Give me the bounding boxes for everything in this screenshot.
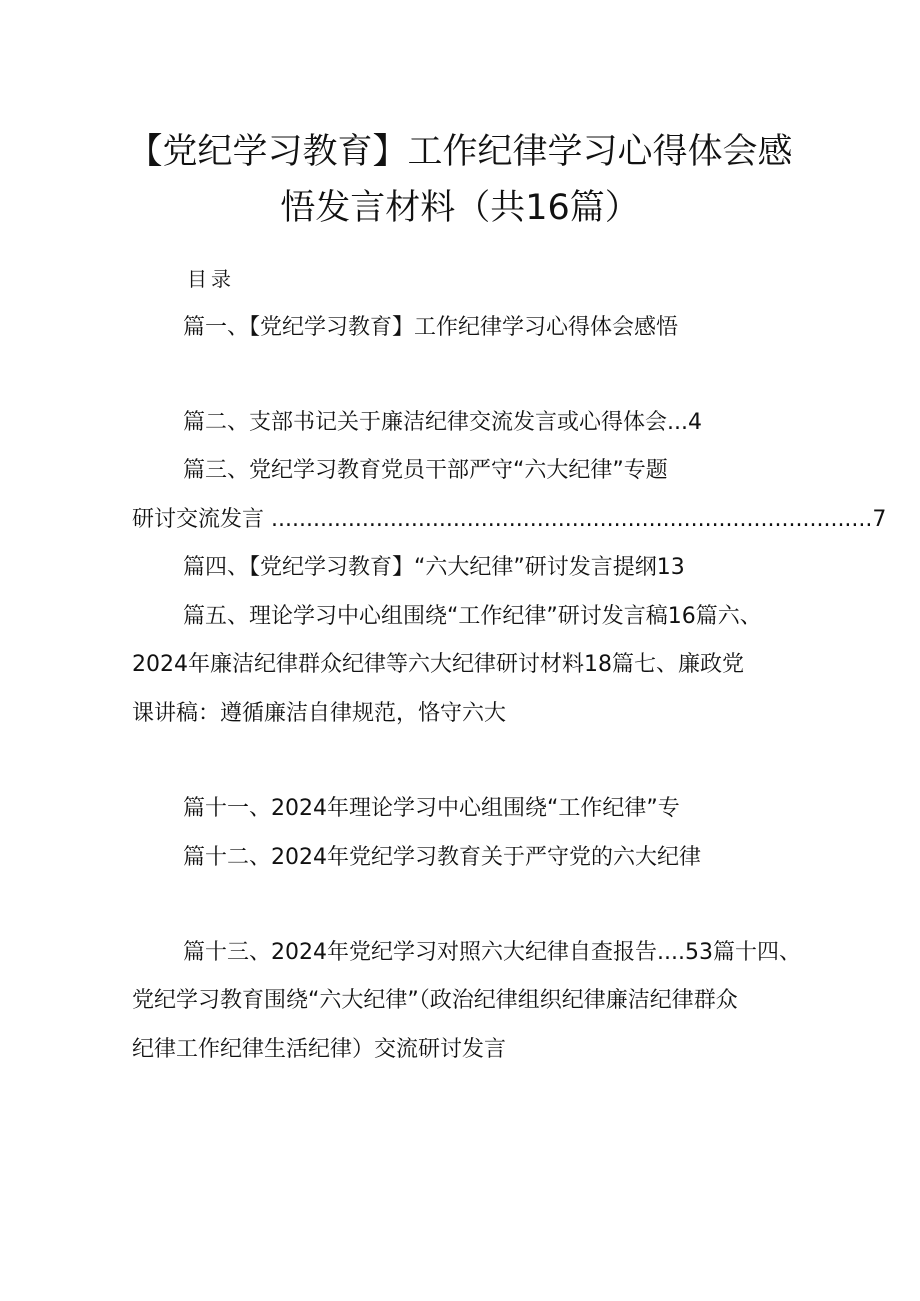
toc-entry-7: 课讲稿：遵循廉洁自律规范，恪守六大 bbox=[132, 701, 507, 726]
toc-entry-3: 篇三、党纪学习教育党员干部严守“六大纪律”专题 bbox=[183, 458, 668, 483]
toc-entry-13: 篇十三、2024年党纪学习对照六大纪律自查报告....53篇十四、 bbox=[183, 940, 801, 965]
toc-entry-14-continued: 纪律工作纪律生活纪律）交流研讨发言 bbox=[132, 1037, 507, 1062]
toc-entry-2: 篇二、支部书记关于廉洁纪律交流发言或心得体会...4 bbox=[183, 410, 702, 435]
toc-entry-1: 篇一、【党纪学习教育】工作纪律学习心得体会感悟 bbox=[183, 315, 679, 340]
toc-entry-6: 2024年廉洁纪律群众纪律等六大纪律研讨材料18篇七、廉政党 bbox=[132, 652, 744, 677]
toc-entry-3-continued: 研讨交流发言 ......................................................................................7 bbox=[132, 507, 887, 532]
toc-entry-12: 篇十二、2024年党纪学习教育关于严守党的六大纪律 bbox=[183, 845, 701, 870]
document-title-line-1: 【党纪学习教育】工作纪律学习心得体会感 bbox=[127, 132, 793, 172]
toc-label: 目录 bbox=[187, 267, 235, 291]
toc-entry-4: 篇四、【党纪学习教育】“六大纪律”研讨发言提纲13 bbox=[183, 555, 685, 580]
toc-entry-11: 篇十一、2024年理论学习中心组围绕“工作纪律”专 bbox=[183, 796, 680, 821]
toc-entry-5: 篇五、理论学习中心组围绕“工作纪律”研讨发言稿16篇六、 bbox=[183, 604, 762, 629]
document-title-line-2: 悟发言材料（共16篇） bbox=[280, 188, 640, 228]
toc-entry-14: 党纪学习教育围绕“六大纪律”（政治纪律组织纪律廉洁纪律群众 bbox=[132, 988, 738, 1013]
